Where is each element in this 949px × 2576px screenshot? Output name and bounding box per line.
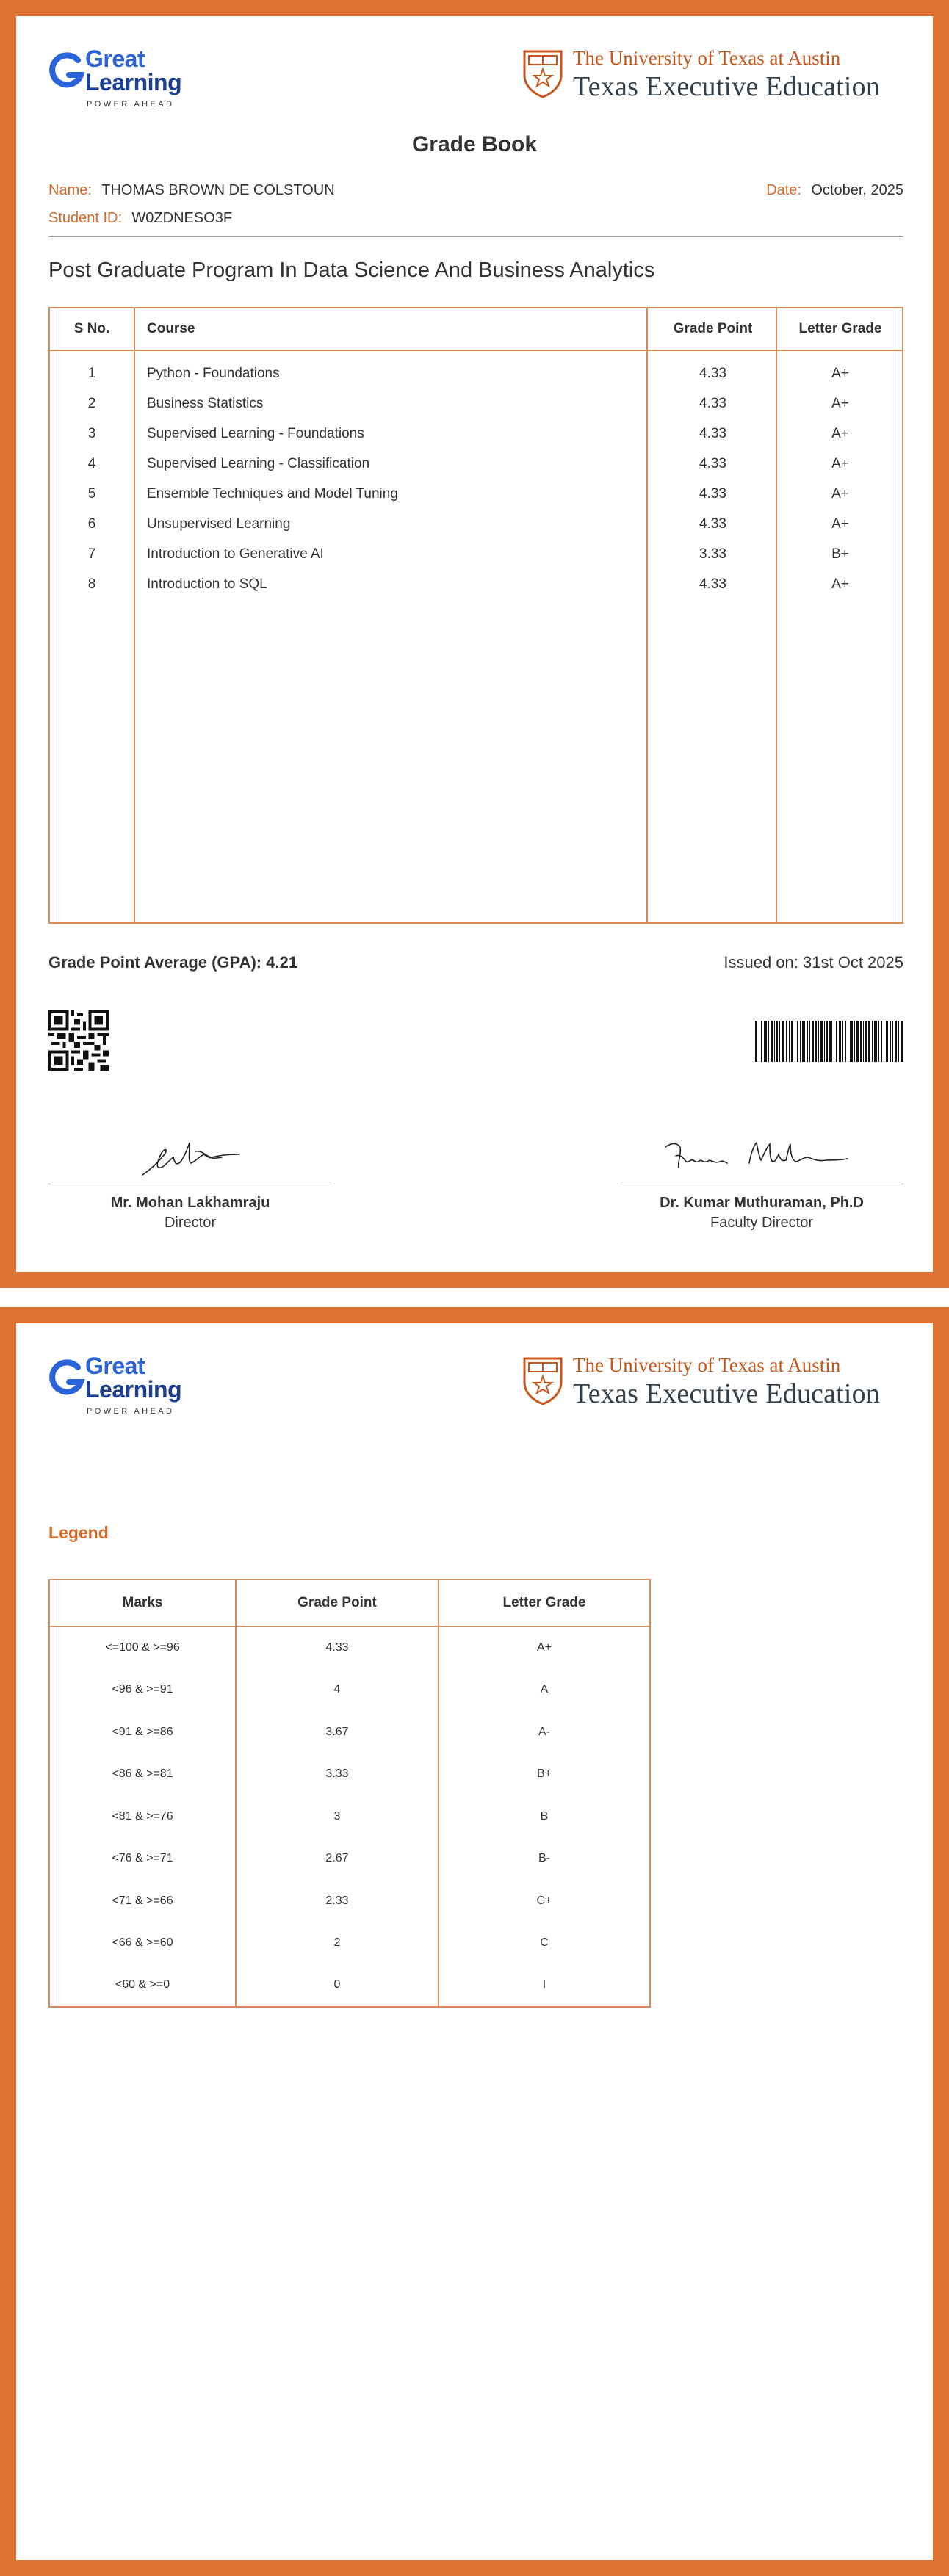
cell-letter-grade: A — [439, 1669, 650, 1712]
ut-shield-icon — [522, 48, 564, 98]
great-learning-logo — [48, 1353, 195, 1419]
signatory-director — [48, 1125, 332, 1231]
header-letter-grade: Letter Grade — [439, 1580, 650, 1627]
table-row — [50, 539, 902, 569]
page-content — [16, 16, 933, 1272]
cell-course: Business Statistics — [147, 396, 264, 411]
cell-grade-point: 4.33 — [699, 366, 726, 381]
signatory-faculty-director — [620, 1125, 903, 1231]
cell-letter-grade: C+ — [439, 1880, 650, 1922]
great-learning-wordmark-1: Great — [85, 46, 145, 72]
cell-letter-grade: A+ — [831, 486, 849, 502]
cell-letter-grade: B+ — [439, 1754, 650, 1796]
table-row — [50, 569, 902, 599]
table-row — [50, 388, 902, 419]
cell-grade-point: 3.33 — [236, 1754, 439, 1796]
great-learning-g-icon — [48, 50, 87, 91]
cell-grade-point: 2.67 — [236, 1838, 439, 1881]
student-name-row — [48, 182, 335, 199]
issue-date: October, 2025 — [811, 182, 903, 198]
cell-sno: 2 — [87, 396, 96, 411]
ut-austin-name: The University of Texas at Austin — [573, 47, 841, 69]
signature-director — [48, 1125, 332, 1184]
header-grade-point: Grade Point — [673, 321, 753, 336]
table-row — [49, 1964, 650, 2007]
cell-marks: <96 & >=91 — [49, 1669, 236, 1712]
cell-letter-grade: I — [439, 1964, 650, 2007]
header-letter-grade: Letter Grade — [798, 321, 882, 336]
table-row — [50, 419, 902, 449]
cell-marks: <71 & >=66 — [49, 1880, 236, 1922]
cell-sno: 6 — [87, 516, 96, 532]
cell-grade-point: 4.33 — [699, 576, 726, 592]
cell-letter-grade: A- — [439, 1711, 650, 1754]
cell-letter-grade: C — [439, 1922, 650, 1965]
cell-grade-point: 3.33 — [699, 546, 726, 562]
date-row — [766, 182, 903, 199]
cell-grade-point: 0 — [236, 1964, 439, 2007]
cell-letter-grade: A+ — [831, 426, 849, 441]
cell-sno: 1 — [87, 366, 96, 381]
signatory-role: Director — [164, 1215, 216, 1231]
header-marks: Marks — [49, 1580, 236, 1627]
legend-title: Legend — [48, 1523, 109, 1542]
great-learning-wordmark-1: Great — [85, 1353, 145, 1379]
cell-letter-grade: B- — [439, 1838, 650, 1881]
cell-course: Introduction to SQL — [147, 576, 267, 592]
cell-course: Ensemble Techniques and Model Tuning — [147, 486, 398, 502]
cell-letter-grade: A+ — [831, 516, 849, 532]
header-divider — [50, 350, 902, 351]
table-row — [49, 1669, 650, 1712]
cell-letter-grade: B+ — [831, 546, 849, 562]
qr-code-icon — [48, 1010, 109, 1071]
cell-marks: <76 & >=71 — [49, 1838, 236, 1881]
texas-executive-education: Texas Executive Education — [573, 71, 881, 102]
cell-grade-point: 4.33 — [699, 516, 726, 532]
cell-grade-point: 4.33 — [699, 426, 726, 441]
student-id: W0ZDNESO3F — [131, 210, 233, 226]
table-row — [49, 1711, 650, 1754]
table-row — [50, 479, 902, 509]
legend-page — [0, 1307, 949, 2576]
cell-grade-point: 4.33 — [699, 486, 726, 502]
student-id-label: Student ID: — [48, 210, 123, 226]
cell-letter-grade: A+ — [831, 366, 849, 381]
great-learning-tagline: POWER AHEAD — [87, 1407, 175, 1416]
cell-letter-grade: A+ — [831, 456, 849, 471]
legend-table — [48, 1579, 651, 2008]
program-name: Post Graduate Program In Data Science And Business Analytics — [48, 258, 655, 282]
cell-grade-point: 4 — [236, 1669, 439, 1712]
cell-grade-point: 4.33 — [699, 396, 726, 411]
ut-shield-icon — [522, 1356, 564, 1405]
cell-course: Supervised Learning - Classification — [147, 456, 370, 471]
cell-letter-grade: A+ — [439, 1627, 650, 1669]
date-label: Date: — [766, 182, 801, 198]
great-learning-wordmark-2: Learning — [85, 1376, 182, 1403]
signatory-name: Dr. Kumar Muthuraman, Ph.D — [660, 1195, 864, 1211]
great-learning-g-icon — [48, 1357, 87, 1398]
student-id-row — [48, 210, 232, 227]
table-row — [49, 1627, 650, 1669]
cell-marks: <=100 & >=96 — [49, 1627, 236, 1669]
table-row — [50, 358, 902, 388]
cell-sno: 7 — [87, 546, 96, 562]
cell-letter-grade: A+ — [831, 396, 849, 411]
cell-letter-grade: B — [439, 1795, 650, 1838]
cell-marks: <60 & >=0 — [49, 1964, 236, 2007]
cell-marks: <81 & >=76 — [49, 1795, 236, 1838]
ut-austin-logo — [522, 1353, 903, 1411]
legend-header-row — [49, 1580, 650, 1627]
table-row — [50, 509, 902, 539]
ut-austin-logo — [522, 46, 903, 104]
cell-course: Unsupervised Learning — [147, 516, 291, 532]
great-learning-wordmark-2: Learning — [85, 69, 182, 95]
cell-sno: 8 — [87, 576, 96, 592]
cell-sno: 5 — [87, 486, 96, 502]
cell-course: Introduction to Generative AI — [147, 546, 324, 562]
table-row — [49, 1922, 650, 1965]
header-grade-point: Grade Point — [236, 1580, 439, 1627]
cell-grade-point: 4.33 — [236, 1627, 439, 1669]
cell-marks: <86 & >=81 — [49, 1754, 236, 1796]
table-row — [49, 1838, 650, 1881]
texas-executive-education: Texas Executive Education — [573, 1378, 881, 1409]
header-course: Course — [147, 321, 195, 336]
cell-sno: 4 — [87, 456, 96, 471]
table-row — [49, 1795, 650, 1838]
cell-marks: <66 & >=60 — [49, 1922, 236, 1965]
cell-grade-point: 3.67 — [236, 1711, 439, 1754]
signature-faculty-director — [620, 1125, 903, 1184]
cell-grade-point: 3 — [236, 1795, 439, 1838]
signatory-name: Mr. Mohan Lakhamraju — [110, 1195, 270, 1211]
grade-table — [48, 307, 903, 924]
page-content — [16, 1323, 933, 2560]
name-label: Name: — [48, 182, 92, 198]
table-row — [49, 1754, 650, 1796]
page-title: Grade Book — [411, 132, 538, 156]
cell-sno: 3 — [87, 426, 96, 441]
cell-grade-point: 2 — [236, 1922, 439, 1965]
ut-austin-name: The University of Texas at Austin — [573, 1354, 841, 1376]
cell-marks: <91 & >=86 — [49, 1711, 236, 1754]
table-row — [49, 1880, 650, 1922]
cell-course: Supervised Learning - Foundations — [147, 426, 364, 441]
cell-grade-point: 2.33 — [236, 1880, 439, 1922]
gpa: Grade Point Average (GPA): 4.21 — [48, 953, 298, 972]
great-learning-tagline: POWER AHEAD — [87, 100, 175, 109]
cell-course: Python - Foundations — [147, 366, 280, 381]
barcode-icon — [755, 1021, 903, 1062]
student-name: THOMAS BROWN DE COLSTOUN — [101, 182, 335, 198]
table-row — [50, 449, 902, 479]
header-sno: S No. — [73, 321, 110, 336]
divider — [48, 236, 903, 237]
cell-grade-point: 4.33 — [699, 456, 726, 471]
issued-on: Issued on: 31st Oct 2025 — [724, 953, 903, 972]
cell-letter-grade: A+ — [831, 576, 849, 592]
great-learning-logo — [48, 46, 195, 112]
signatory-role: Faculty Director — [710, 1215, 814, 1231]
